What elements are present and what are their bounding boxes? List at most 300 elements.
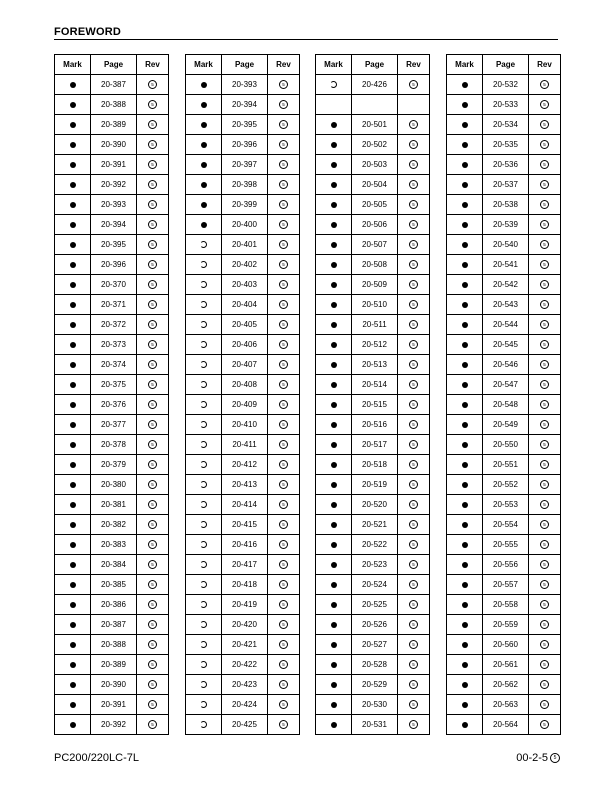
circled-revision-number-icon: 5: [148, 680, 157, 689]
mark-cell: [316, 355, 352, 375]
page-cell: 20-560: [483, 635, 529, 655]
circled-revision-number-icon: 5: [148, 440, 157, 449]
filled-circle-mark-icon: [462, 702, 468, 708]
table-row: [316, 515, 430, 535]
circled-revision-number-icon: 5: [540, 540, 549, 549]
page-column-header: Page: [483, 55, 529, 75]
page-cell: 20-524: [352, 575, 398, 595]
circled-revision-number-icon: 5: [148, 500, 157, 509]
rev-cell: [398, 595, 430, 615]
circled-revision-number-icon: 5: [279, 600, 288, 609]
rev-cell: [529, 395, 561, 415]
circled-revision-number-icon: 5: [409, 460, 418, 469]
filled-circle-mark-icon: [201, 162, 207, 168]
open-circle-mark-icon: [200, 641, 207, 648]
table-row: [316, 295, 430, 315]
mark-cell: [447, 155, 483, 175]
circled-revision-number-icon: 5: [409, 400, 418, 409]
table-row: [316, 555, 430, 575]
circled-revision-number-icon: 5: [279, 100, 288, 109]
circled-revision-number-icon: 5: [279, 540, 288, 549]
filled-circle-mark-icon: [462, 662, 468, 668]
page-cell: 20-553: [483, 495, 529, 515]
table-row: [316, 655, 430, 675]
filled-circle-mark-icon: [331, 222, 337, 228]
mark-cell: [447, 415, 483, 435]
page-cell: 20-396: [91, 255, 137, 275]
page-cell: 20-426: [352, 75, 398, 95]
mark-cell: [186, 435, 222, 455]
circled-revision-number-icon: 5: [540, 460, 549, 469]
rev-cell: [268, 455, 300, 475]
circled-revision-number-icon: 5: [148, 100, 157, 109]
page-cell: 20-551: [483, 455, 529, 475]
page-cell: 20-510: [352, 295, 398, 315]
table-row: [55, 715, 169, 735]
mark-cell: [447, 115, 483, 135]
table-row: [316, 195, 430, 215]
table-row: [186, 395, 300, 415]
page-cell: 20-378: [91, 435, 137, 455]
mark-cell: [447, 195, 483, 215]
page-cell: 20-556: [483, 555, 529, 575]
rev-cell: [529, 315, 561, 335]
page-cell: 20-537: [483, 175, 529, 195]
filled-circle-mark-icon: [70, 702, 76, 708]
filled-circle-mark-icon: [70, 642, 76, 648]
circled-revision-number-icon: 5: [540, 120, 549, 129]
rev-cell: [137, 435, 169, 455]
mark-cell: [316, 195, 352, 215]
rev-cell: [398, 695, 430, 715]
table-row: [447, 375, 561, 395]
mark-cell: [316, 635, 352, 655]
rev-cell: [398, 495, 430, 515]
page-cell: 20-387: [91, 615, 137, 635]
mark-cell: [316, 495, 352, 515]
table-row: [447, 175, 561, 195]
circled-revision-number-icon: 5: [409, 440, 418, 449]
table-row: [186, 215, 300, 235]
mark-cell: [186, 255, 222, 275]
mark-cell: [316, 515, 352, 535]
mark-cell: [55, 595, 91, 615]
circled-revision-number-icon: 5: [148, 180, 157, 189]
mark-column-header: Mark: [55, 55, 91, 75]
rev-cell: [529, 575, 561, 595]
table-row: [316, 715, 430, 735]
table-row: [186, 455, 300, 475]
mark-cell: [447, 615, 483, 635]
page-cell: 20-400: [222, 215, 268, 235]
table-row: [55, 495, 169, 515]
table-row: [55, 215, 169, 235]
mark-cell: [447, 475, 483, 495]
table-row: [316, 675, 430, 695]
rev-cell: [268, 635, 300, 655]
mark-cell: [316, 115, 352, 135]
filled-circle-mark-icon: [462, 582, 468, 588]
open-circle-mark-icon: [200, 541, 207, 548]
circled-revision-number-icon: 5: [540, 160, 549, 169]
circled-revision-number-icon: 5: [540, 620, 549, 629]
table-row: [447, 235, 561, 255]
rev-cell: [137, 655, 169, 675]
mark-cell: [316, 315, 352, 335]
revision-table-2: [185, 54, 300, 735]
rev-cell: [398, 175, 430, 195]
header-rule: [54, 39, 558, 40]
open-circle-mark-icon: [330, 81, 337, 88]
open-circle-mark-icon: [200, 721, 207, 728]
rev-cell: [529, 675, 561, 695]
table-row: [316, 315, 430, 335]
table-row: [447, 595, 561, 615]
filled-circle-mark-icon: [70, 442, 76, 448]
circled-revision-number-icon: 5: [279, 480, 288, 489]
mark-cell: [186, 515, 222, 535]
filled-circle-mark-icon: [331, 142, 337, 148]
circled-revision-number-icon: 5: [409, 520, 418, 529]
footer-page: [516, 752, 560, 764]
filled-circle-mark-icon: [331, 442, 337, 448]
rev-cell: [529, 495, 561, 515]
open-circle-mark-icon: [200, 561, 207, 568]
mark-cell: [316, 375, 352, 395]
rev-cell: [137, 255, 169, 275]
rev-column-header: Rev: [398, 55, 430, 75]
mark-cell: [447, 215, 483, 235]
circled-revision-number-icon: 5: [279, 500, 288, 509]
mark-cell: [55, 395, 91, 415]
mark-cell: [55, 315, 91, 335]
circled-revision-number-icon: 5: [540, 480, 549, 489]
circled-revision-number-icon: 5: [409, 300, 418, 309]
mark-cell: [447, 695, 483, 715]
open-circle-mark-icon: [200, 581, 207, 588]
circled-revision-number-icon: 5: [540, 720, 549, 729]
page-cell: 20-372: [91, 315, 137, 335]
table-row: [186, 475, 300, 495]
circled-revision-number-icon: 5: [279, 360, 288, 369]
table-header-row: [186, 55, 300, 75]
open-circle-mark-icon: [200, 421, 207, 428]
circled-revision-number-icon: 5: [279, 580, 288, 589]
page-cell: 20-385: [91, 575, 137, 595]
filled-circle-mark-icon: [462, 542, 468, 548]
filled-circle-mark-icon: [462, 282, 468, 288]
rev-cell: [398, 435, 430, 455]
mark-cell: [55, 195, 91, 215]
table-row: [447, 95, 561, 115]
filled-circle-mark-icon: [462, 222, 468, 228]
rev-cell: [137, 335, 169, 355]
mark-cell: [447, 495, 483, 515]
mark-cell: [316, 155, 352, 175]
rev-cell: [529, 355, 561, 375]
page-cell: 20-554: [483, 515, 529, 535]
circled-revision-number-icon: 5: [148, 480, 157, 489]
table-row: [316, 455, 430, 475]
mark-cell: [186, 375, 222, 395]
table-row: [55, 155, 169, 175]
page-cell: 20-562: [483, 675, 529, 695]
circled-revision-number-icon: 5: [279, 280, 288, 289]
rev-cell: [398, 75, 430, 95]
rev-cell: [268, 335, 300, 355]
mark-cell: [316, 695, 352, 715]
mark-cell: [316, 335, 352, 355]
filled-circle-mark-icon: [70, 502, 76, 508]
rev-cell: [529, 695, 561, 715]
rev-cell: [529, 255, 561, 275]
mark-cell: [186, 315, 222, 335]
table-row: [316, 175, 430, 195]
page-cell: 20-509: [352, 275, 398, 295]
filled-circle-mark-icon: [462, 202, 468, 208]
page-cell: 20-425: [222, 715, 268, 735]
circled-revision-number-icon: 5: [148, 160, 157, 169]
circled-revision-number-icon: 5: [279, 440, 288, 449]
filled-circle-mark-icon: [462, 102, 468, 108]
rev-cell: [398, 95, 430, 115]
page-cell: 20-423: [222, 675, 268, 695]
circled-revision-number-icon: 5: [540, 260, 549, 269]
mark-cell: [186, 115, 222, 135]
filled-circle-mark-icon: [331, 202, 337, 208]
circled-revision-number-icon: 5: [409, 560, 418, 569]
rev-cell: [137, 295, 169, 315]
filled-circle-mark-icon: [462, 182, 468, 188]
mark-cell: [55, 135, 91, 155]
circled-revision-number-icon: 5: [409, 80, 418, 89]
table-row: [55, 435, 169, 455]
rev-cell: [268, 495, 300, 515]
page-cell: 20-502: [352, 135, 398, 155]
mark-cell: [55, 695, 91, 715]
table-row: [316, 215, 430, 235]
page-cell: 20-552: [483, 475, 529, 495]
circled-revision-number-icon: 5: [279, 220, 288, 229]
filled-circle-mark-icon: [462, 522, 468, 528]
table-row: [316, 475, 430, 495]
rev-cell: [268, 675, 300, 695]
circled-revision-number-icon: 5: [148, 360, 157, 369]
rev-cell: [137, 535, 169, 555]
rev-cell: [268, 275, 300, 295]
rev-cell: [398, 555, 430, 575]
rev-cell: [268, 135, 300, 155]
mark-cell: [55, 275, 91, 295]
table-row: [55, 655, 169, 675]
mark-cell: [55, 475, 91, 495]
rev-cell: [137, 475, 169, 495]
circled-revision-number-icon: 5: [148, 560, 157, 569]
rev-cell: [268, 515, 300, 535]
table-row: [55, 395, 169, 415]
open-circle-mark-icon: [200, 241, 207, 248]
table-row: [55, 175, 169, 195]
table-row: [447, 335, 561, 355]
table-row: [186, 295, 300, 315]
page-cell: 20-547: [483, 375, 529, 395]
table-row: [447, 535, 561, 555]
filled-circle-mark-icon: [331, 462, 337, 468]
mark-cell: [55, 375, 91, 395]
rev-cell: [268, 475, 300, 495]
rev-cell: [137, 595, 169, 615]
filled-circle-mark-icon: [331, 482, 337, 488]
filled-circle-mark-icon: [462, 362, 468, 368]
rev-cell: [529, 715, 561, 735]
page-cell: 20-422: [222, 655, 268, 675]
rev-cell: [529, 295, 561, 315]
table-row: [316, 495, 430, 515]
page-cell: 20-384: [91, 555, 137, 575]
table-row: [447, 135, 561, 155]
circled-revision-number-icon: 5: [540, 80, 549, 89]
circled-revision-number-icon: 5: [279, 140, 288, 149]
rev-cell: [529, 415, 561, 435]
page-cell: 20-373: [91, 335, 137, 355]
page-cell: 20-538: [483, 195, 529, 215]
page-cell: 20-406: [222, 335, 268, 355]
mark-cell: [316, 455, 352, 475]
page-cell: 20-392: [91, 175, 137, 195]
page-cell: 20-541: [483, 255, 529, 275]
filled-circle-mark-icon: [462, 722, 468, 728]
circled-revision-number-icon: 5: [409, 380, 418, 389]
filled-circle-mark-icon: [462, 242, 468, 248]
table-row: [55, 75, 169, 95]
filled-circle-mark-icon: [331, 722, 337, 728]
circled-revision-number-icon: 5: [540, 400, 549, 409]
circled-revision-number-icon: 5: [409, 580, 418, 589]
circled-revision-number-icon: 5: [148, 400, 157, 409]
filled-circle-mark-icon: [462, 322, 468, 328]
table-row: [186, 675, 300, 695]
page-cell: 20-389: [91, 115, 137, 135]
mark-cell: [186, 495, 222, 515]
mark-cell: [186, 95, 222, 115]
table-row: [447, 615, 561, 635]
footer-model: PC200/220LC-7L: [54, 752, 140, 764]
rev-cell: [137, 575, 169, 595]
circled-revision-number-icon: 5: [409, 160, 418, 169]
circled-revision-number-icon: 5: [279, 320, 288, 329]
rev-cell: [398, 315, 430, 335]
filled-circle-mark-icon: [462, 482, 468, 488]
page-cell: 20-402: [222, 255, 268, 275]
mark-cell: [186, 135, 222, 155]
filled-circle-mark-icon: [70, 122, 76, 128]
page-cell: 20-539: [483, 215, 529, 235]
mark-cell: [186, 675, 222, 695]
circled-revision-number-icon: 5: [148, 380, 157, 389]
page-cell: 20-395: [91, 235, 137, 255]
mark-cell: [447, 635, 483, 655]
circled-revision-number-icon: 5: [540, 600, 549, 609]
table-row: [186, 115, 300, 135]
page-cell: 20-381: [91, 495, 137, 515]
circled-revision-number-icon: 5: [279, 520, 288, 529]
circled-revision-number-icon: 5: [148, 720, 157, 729]
table-row: [55, 635, 169, 655]
table-row: [447, 295, 561, 315]
page-cell: 20-390: [91, 135, 137, 155]
table-row: [447, 655, 561, 675]
circled-revision-number-icon: 5: [409, 660, 418, 669]
page-cell: 20-519: [352, 475, 398, 495]
circled-revision-number-icon: 5: [409, 180, 418, 189]
mark-cell: [55, 355, 91, 375]
filled-circle-mark-icon: [331, 302, 337, 308]
circled-revision-number-icon: 5: [148, 340, 157, 349]
filled-circle-mark-icon: [70, 182, 76, 188]
mark-cell: [447, 595, 483, 615]
rev-column-header: Rev: [268, 55, 300, 75]
circled-revision-number-icon: 5: [279, 240, 288, 249]
mark-cell: [55, 335, 91, 355]
mark-cell: [316, 215, 352, 235]
table-row: [316, 275, 430, 295]
rev-cell: [268, 255, 300, 275]
circled-revision-number-icon: 5: [279, 680, 288, 689]
table-row: [186, 195, 300, 215]
circled-revision-number-icon: 5: [540, 500, 549, 509]
circled-revision-number-icon: 5: [148, 660, 157, 669]
circled-revision-number-icon: 5: [409, 120, 418, 129]
rev-cell: [398, 615, 430, 635]
rev-cell: [137, 675, 169, 695]
page-cell: 20-394: [222, 95, 268, 115]
circled-revision-number-icon: 5: [540, 360, 549, 369]
page-cell: 20-391: [91, 155, 137, 175]
circled-revision-number-icon: 5: [540, 340, 549, 349]
circled-revision-number-icon: 5: [540, 680, 549, 689]
mark-cell: [447, 375, 483, 395]
circled-revision-number-icon: 5: [409, 680, 418, 689]
page-cell: 20-515: [352, 395, 398, 415]
mark-cell: [186, 295, 222, 315]
mark-cell: [316, 95, 352, 115]
rev-cell: [529, 115, 561, 135]
table-row: [316, 635, 430, 655]
rev-cell: [398, 355, 430, 375]
mark-cell: [186, 715, 222, 735]
mark-cell: [447, 435, 483, 455]
rev-cell: [268, 235, 300, 255]
mark-cell: [55, 175, 91, 195]
page-cell: 20-521: [352, 515, 398, 535]
rev-cell: [398, 335, 430, 355]
mark-cell: [316, 75, 352, 95]
filled-circle-mark-icon: [70, 482, 76, 488]
filled-circle-mark-icon: [331, 282, 337, 288]
filled-circle-mark-icon: [331, 642, 337, 648]
table-row: [447, 115, 561, 135]
page-cell: 20-411: [222, 435, 268, 455]
table-row: [186, 695, 300, 715]
page-cell: 20-523: [352, 555, 398, 575]
rev-cell: [398, 235, 430, 255]
table-row: [447, 455, 561, 475]
table-row: [186, 75, 300, 95]
revision-table-1: [54, 54, 169, 735]
circled-revision-number-icon: 5: [409, 480, 418, 489]
filled-circle-mark-icon: [201, 102, 207, 108]
open-circle-mark-icon: [200, 341, 207, 348]
